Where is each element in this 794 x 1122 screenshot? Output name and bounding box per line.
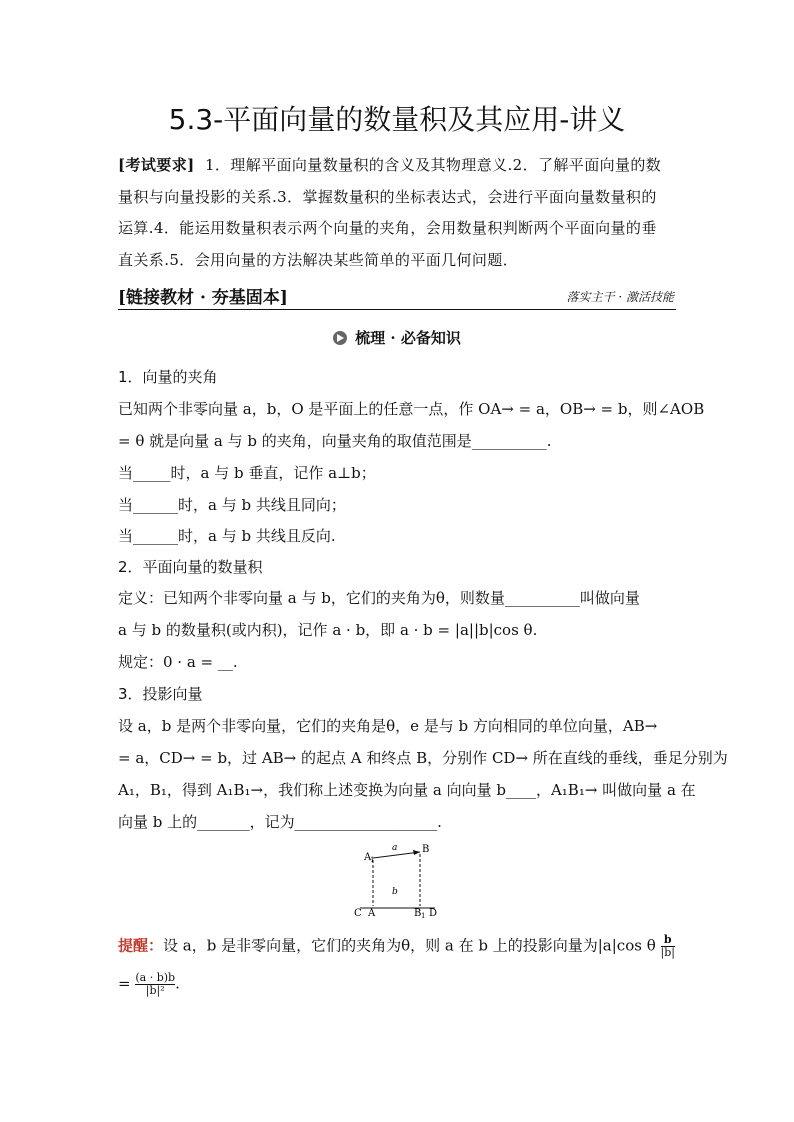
requirements-line-1: [考试要求] 1．理解平面向量数量积的含义及其物理意义.2．了解平面向量的数 xyxy=(118,156,662,174)
text-line: 当_____时，a 与 b 垂直，记作 a⊥b； xyxy=(118,464,376,482)
label-subscript: 1 xyxy=(421,912,426,918)
hint-line-1: 提醒：设 a，b 是非零向量，它们的夹角为θ，则 a 在 b 上的投影向量为|a|cos θ $\frac{b}{|b|}$ xyxy=(118,933,675,959)
text-line: a 与 b 的数量积(或内积)，记作 a · b，即 a · b = |a||b|cos θ. xyxy=(118,621,538,639)
section-tagline: 落实主干 · 激活技能 xyxy=(566,290,674,304)
requirements-label: [考试要求] xyxy=(118,156,195,174)
text-line: 设 a，b 是两个非零向量，它们的夹角是θ，e 是与 b 方向相同的单位向量，AB→ xyxy=(118,717,658,735)
label-A1-top: A xyxy=(364,852,372,863)
label-D: D xyxy=(429,908,438,918)
text-line: 已知两个非零向量 a，b，O 是平面上的任意一点，作 OA→ = a，OB→ = b，则∠AOB xyxy=(118,400,705,418)
exam-requirements xyxy=(118,150,676,276)
text-line: = θ 就是向量 a 与 b 的夹角，向量夹角的取值范围是__________. xyxy=(118,432,552,450)
text-line: 当______时，a 与 b 共线且反向. xyxy=(118,527,336,545)
label-A-bottom: A xyxy=(368,908,376,918)
hint-label: 提醒： xyxy=(118,936,164,955)
label-b: b xyxy=(392,887,398,897)
fraction-b-over-norm: $\frac{b}{|b|}$ xyxy=(660,933,675,959)
text-line: 定义：已知两个非零向量 a 与 b，它们的夹角为θ，则数量__________叫做向量 xyxy=(118,589,640,607)
heading-vector-angle: 1．向量的夹角 xyxy=(118,368,218,386)
sub-heading: 梳理 · 必备知识 xyxy=(0,327,794,348)
requirements-line-4: 直关系.5．会用向量的方法解决某些简单的平面几何问题． xyxy=(118,250,519,269)
text-line: 规定：0 · a = __. xyxy=(118,653,238,671)
label-subscript: 1 xyxy=(370,856,375,864)
projection-figure xyxy=(350,838,470,918)
label-B1: B xyxy=(414,908,422,918)
play-circle-icon xyxy=(333,331,347,345)
section-header xyxy=(118,283,676,310)
heading-projection: 3．投影向量 xyxy=(118,685,203,703)
hint-line-2: = $\frac{(a \cdot b)b}{\text{|b|²}}$ . xyxy=(118,971,180,997)
requirements-line-2: 量积与向量投影的关系.3．掌握数量积的坐标表达式，会进行平面向量数量积的 xyxy=(118,187,657,206)
vector-a-arrowhead xyxy=(413,850,420,855)
text-line: A₁，B₁，得到 A₁B₁→，我们称上述变换为向量 a 向向量 b____，A₁B₁→ 叫做向量 a 在 xyxy=(118,781,696,799)
section-title: [链接教材 · 夯基固本] xyxy=(118,288,288,308)
fraction-dot-product: $\frac{(a \cdot b)b}{\text{|b|²}}$ xyxy=(135,971,176,997)
text-line: 向量 b 上的_______，记为___________________. xyxy=(118,813,442,831)
label-B: B xyxy=(422,844,430,855)
label-C: C xyxy=(354,908,362,918)
label-a: a xyxy=(392,843,398,853)
heading-dot-product: 2．平面向量的数量积 xyxy=(118,558,263,576)
text-line: = a，CD→ = b，过 AB→ 的起点 A 和终点 B，分别作 CD→ 所在直线的垂线，垂足分别为 xyxy=(118,749,728,767)
requirements-line-3: 运算.4．能运用数量积表示两个向量的夹角，会用数量积判断两个平面向量的垂 xyxy=(118,219,657,237)
text-line: 当______时，a 与 b 共线且同向； xyxy=(118,496,346,514)
page-title: 5.3-平面向量的数量积及其应用-讲义 xyxy=(168,103,626,136)
